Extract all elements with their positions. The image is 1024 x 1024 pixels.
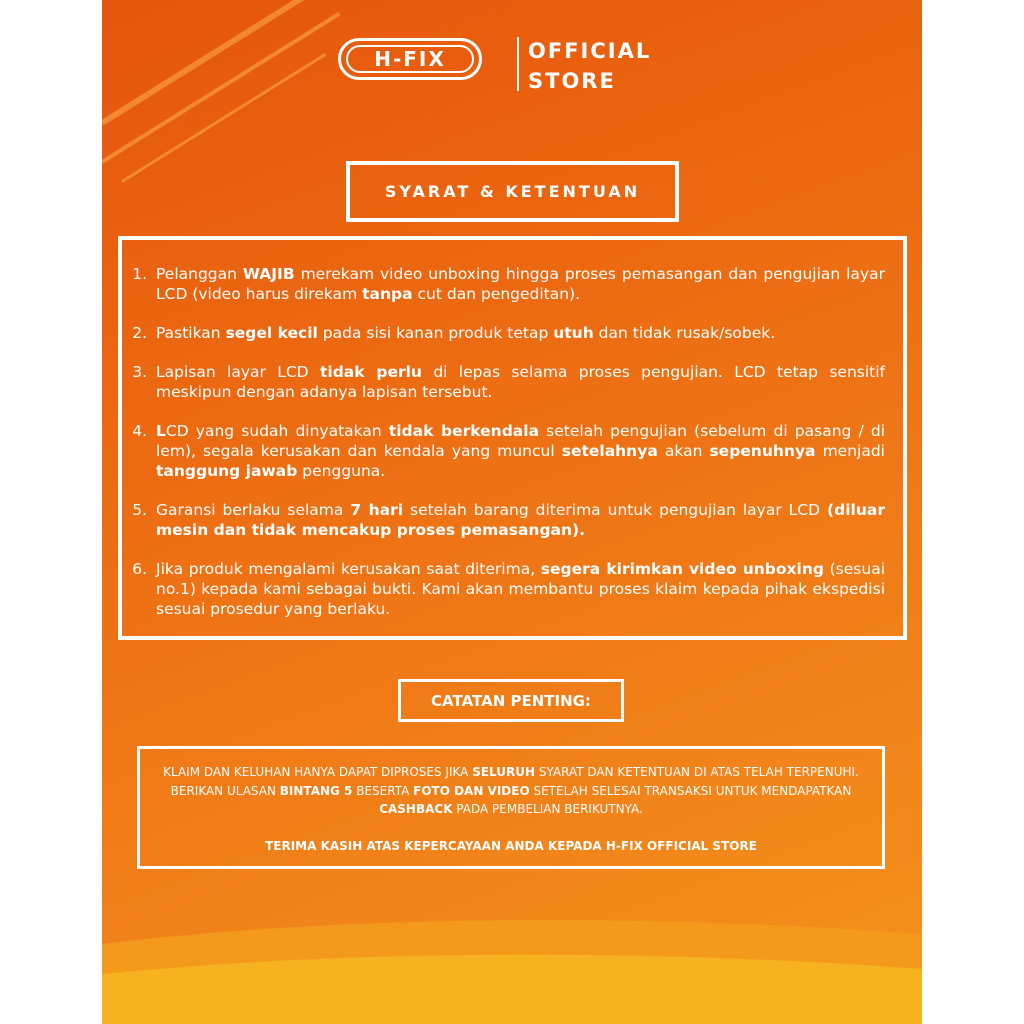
bold-text: SELURUH xyxy=(472,765,536,779)
bold-text: FOTO DAN VIDEO xyxy=(413,783,530,798)
bold-text: (diluar mesin dan tidak mencakup proses pemasangan). xyxy=(156,501,885,539)
terms-list xyxy=(130,264,885,619)
text-segment: pengguna. xyxy=(297,462,386,480)
bold-text: utuh xyxy=(553,324,594,342)
bold-text: sepenuhnya xyxy=(709,442,816,460)
text-segment: SETELAH SELESAI TRANSAKSI UNTUK MENDAPATKAN xyxy=(529,783,852,798)
bold-text: BINTANG 5 xyxy=(279,783,353,798)
decor-stripe xyxy=(102,12,341,164)
terms-item xyxy=(152,264,885,304)
decor-stripe xyxy=(102,0,307,126)
text-segment: KLAIM DAN KELUHAN HANYA DAPAT DIPROSES JIKA xyxy=(163,765,473,779)
bold-text: 7 hari xyxy=(350,501,404,519)
text-segment: akan xyxy=(657,442,710,460)
text-segment: cut dan pengeditan). xyxy=(412,285,581,303)
bold-text: CASHBACK xyxy=(379,802,453,816)
decor-stripe xyxy=(121,53,326,183)
terms-item xyxy=(152,421,885,481)
text-segment: merekam video unboxing hingga proses pemasangan dan pengujian layar LCD (video harus direkam xyxy=(156,265,885,303)
text-segment: di lepas selama proses pengujian. LCD tetap sensitif meskipun dengan adanya lapisan tersebut. xyxy=(156,363,885,401)
bold-text: setelahnya xyxy=(561,442,658,460)
bold-text: tanpa xyxy=(362,285,413,303)
terms-item xyxy=(152,323,885,343)
text-segment: setelah pengujian (sebelum di pasang / di lem), segala kerusakan dan kendala yang muncul xyxy=(156,422,885,460)
text-segment: menjadi xyxy=(815,442,885,460)
text-segment: PADA PEMBELIAN BERIKUTNYA. xyxy=(452,802,643,816)
terms-box xyxy=(118,236,907,640)
text-segment: BESERTA xyxy=(352,783,414,798)
bold-text: segel kecil xyxy=(225,324,318,342)
text-segment: dan tidak rusak/sobek. xyxy=(593,324,776,342)
brand-logo xyxy=(338,38,482,80)
logo-text: H-FIX xyxy=(346,45,474,73)
text-segment: Lapisan layar LCD xyxy=(156,363,320,381)
terms-item xyxy=(152,559,885,619)
decor-waves xyxy=(102,914,922,1024)
bold-text: tanggung jawab xyxy=(156,462,298,480)
decor-wave xyxy=(102,955,922,1024)
notes-title: CATATAN PENTING: xyxy=(398,679,624,722)
terms-item xyxy=(152,362,885,402)
text-segment: Garansi berlaku selama xyxy=(156,501,351,519)
thanks-text: TERIMA KASIH ATAS KEPERCAYAAN ANDA KEPADA H-FIX OFFICIAL STORE xyxy=(265,838,757,853)
text-segment: setelah barang diterima untuk pengujian layar LCD xyxy=(403,501,828,519)
text-segment: Jika produk mengalami kerusakan saat diterima, xyxy=(156,560,541,578)
store-label xyxy=(528,36,651,96)
bold-text: tidak perlu xyxy=(319,363,422,381)
bold-text: segera kirimkan video unboxing xyxy=(540,560,824,578)
text-segment: CD yang sudah dinyatakan xyxy=(165,422,389,440)
store-line1: OFFICIAL xyxy=(528,39,652,63)
poster xyxy=(102,0,922,1024)
bold-text: WAJIB xyxy=(242,265,295,283)
terms-item xyxy=(152,500,885,540)
bold-text: tidak berkendala xyxy=(388,422,540,440)
text-segment: (sesuai no.1) kepada kami sebagai bukti. Kami akan membantu proses klaim kepada pihak ekspedisi sesuai prosedur yang berlaku. xyxy=(156,560,885,618)
notes-text xyxy=(140,763,882,819)
text-segment: Pastikan xyxy=(156,324,226,342)
text-segment: SYARAT DAN KETENTUAN DI ATAS TELAH TERPENUHI. BERIKAN ULASAN xyxy=(170,765,859,798)
text-segment: pada sisi kanan produk tetap xyxy=(317,324,554,342)
notes-box xyxy=(137,746,885,869)
terms-title: SYARAT & KETENTUAN xyxy=(346,161,679,222)
store-line2: STORE xyxy=(528,69,616,93)
bold-text: L xyxy=(156,422,166,440)
text-segment: Pelanggan xyxy=(156,265,243,283)
logo-divider xyxy=(517,37,519,91)
